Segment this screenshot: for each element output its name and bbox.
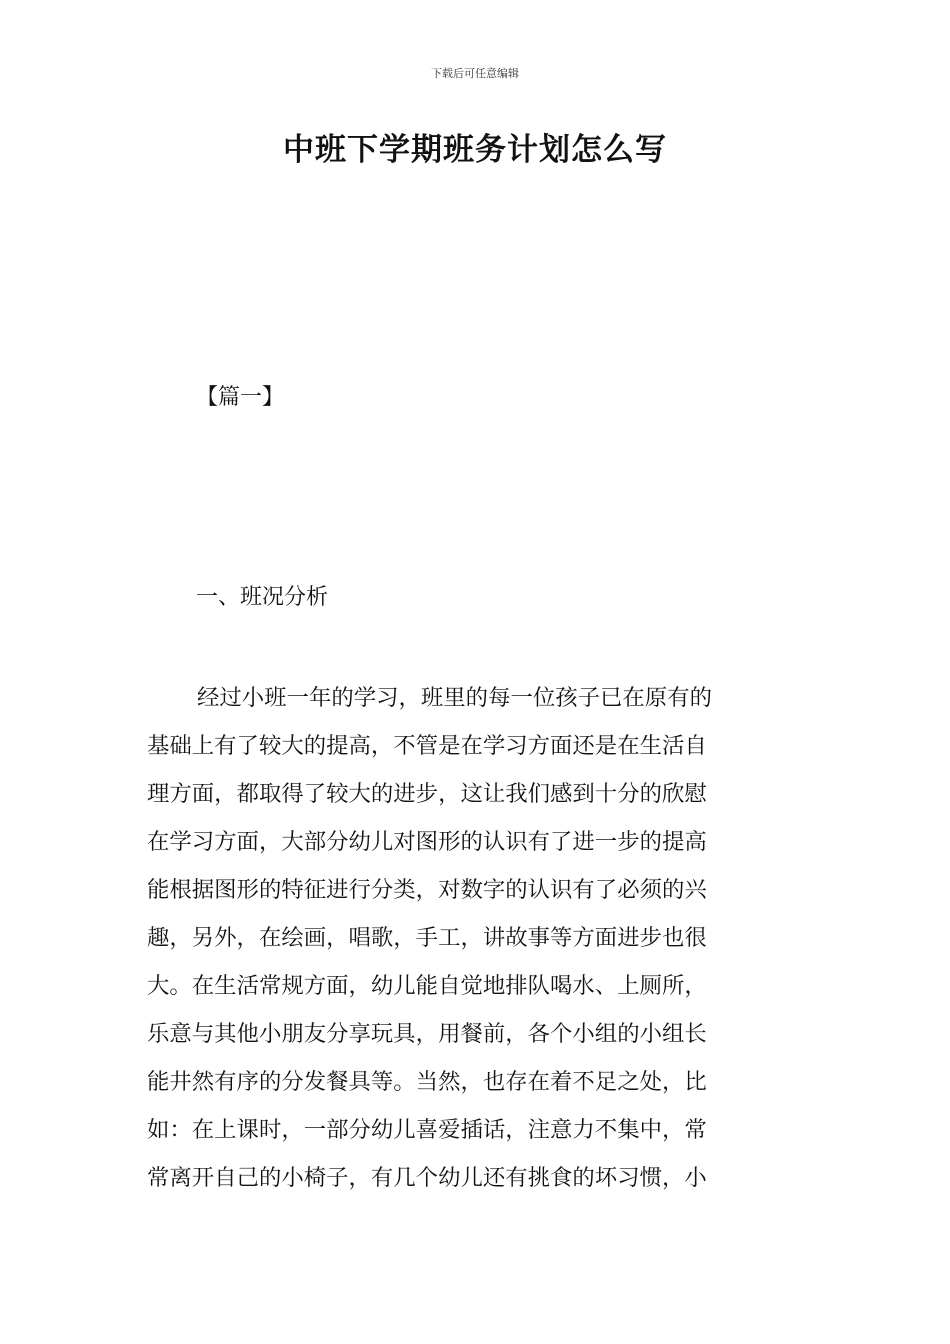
body-line: 如：在上课时，一部分幼儿喜爱插话，注意力不集中，常: [147, 1117, 707, 1143]
body-line: 能根据图形的特征进行分类，对数字的认识有了必须的兴: [147, 877, 707, 903]
document-title: 中班下学期班务计划怎么写: [283, 132, 667, 168]
body-line: 能井然有序的分发餐具等。当然，也存在着不足之处，比: [147, 1069, 707, 1095]
body-line: 经过小班一年的学习，班里的每一位孩子已在原有的: [197, 685, 712, 711]
body-paragraph: [147, 678, 807, 1206]
body-line: 乐意与其他小朋友分享玩具，用餐前，各个小组的小组长: [147, 1021, 707, 1047]
body-line: 在学习方面，大部分幼儿对图形的认识有了进一步的提高: [147, 829, 707, 855]
body-line: 趣，另外，在绘画，唱歌，手工，讲故事等方面进步也很: [147, 925, 707, 951]
body-line: 基础上有了较大的提高，不管是在学习方面还是在生活自: [147, 733, 707, 759]
section-heading: 一、班况分析: [196, 585, 329, 610]
body-line: 常离开自己的小椅子，有几个幼儿还有挑食的坏习惯，小: [147, 1165, 707, 1191]
body-line: 大。在生活常规方面，幼儿能自觉地排队喝水、上厕所，: [147, 973, 707, 999]
body-line: 理方面，都取得了较大的进步，这让我们感到十分的欣慰: [147, 781, 707, 807]
section-marker: 【篇一】: [196, 385, 285, 410]
header-note: 下载后可任意编辑: [431, 67, 519, 80]
